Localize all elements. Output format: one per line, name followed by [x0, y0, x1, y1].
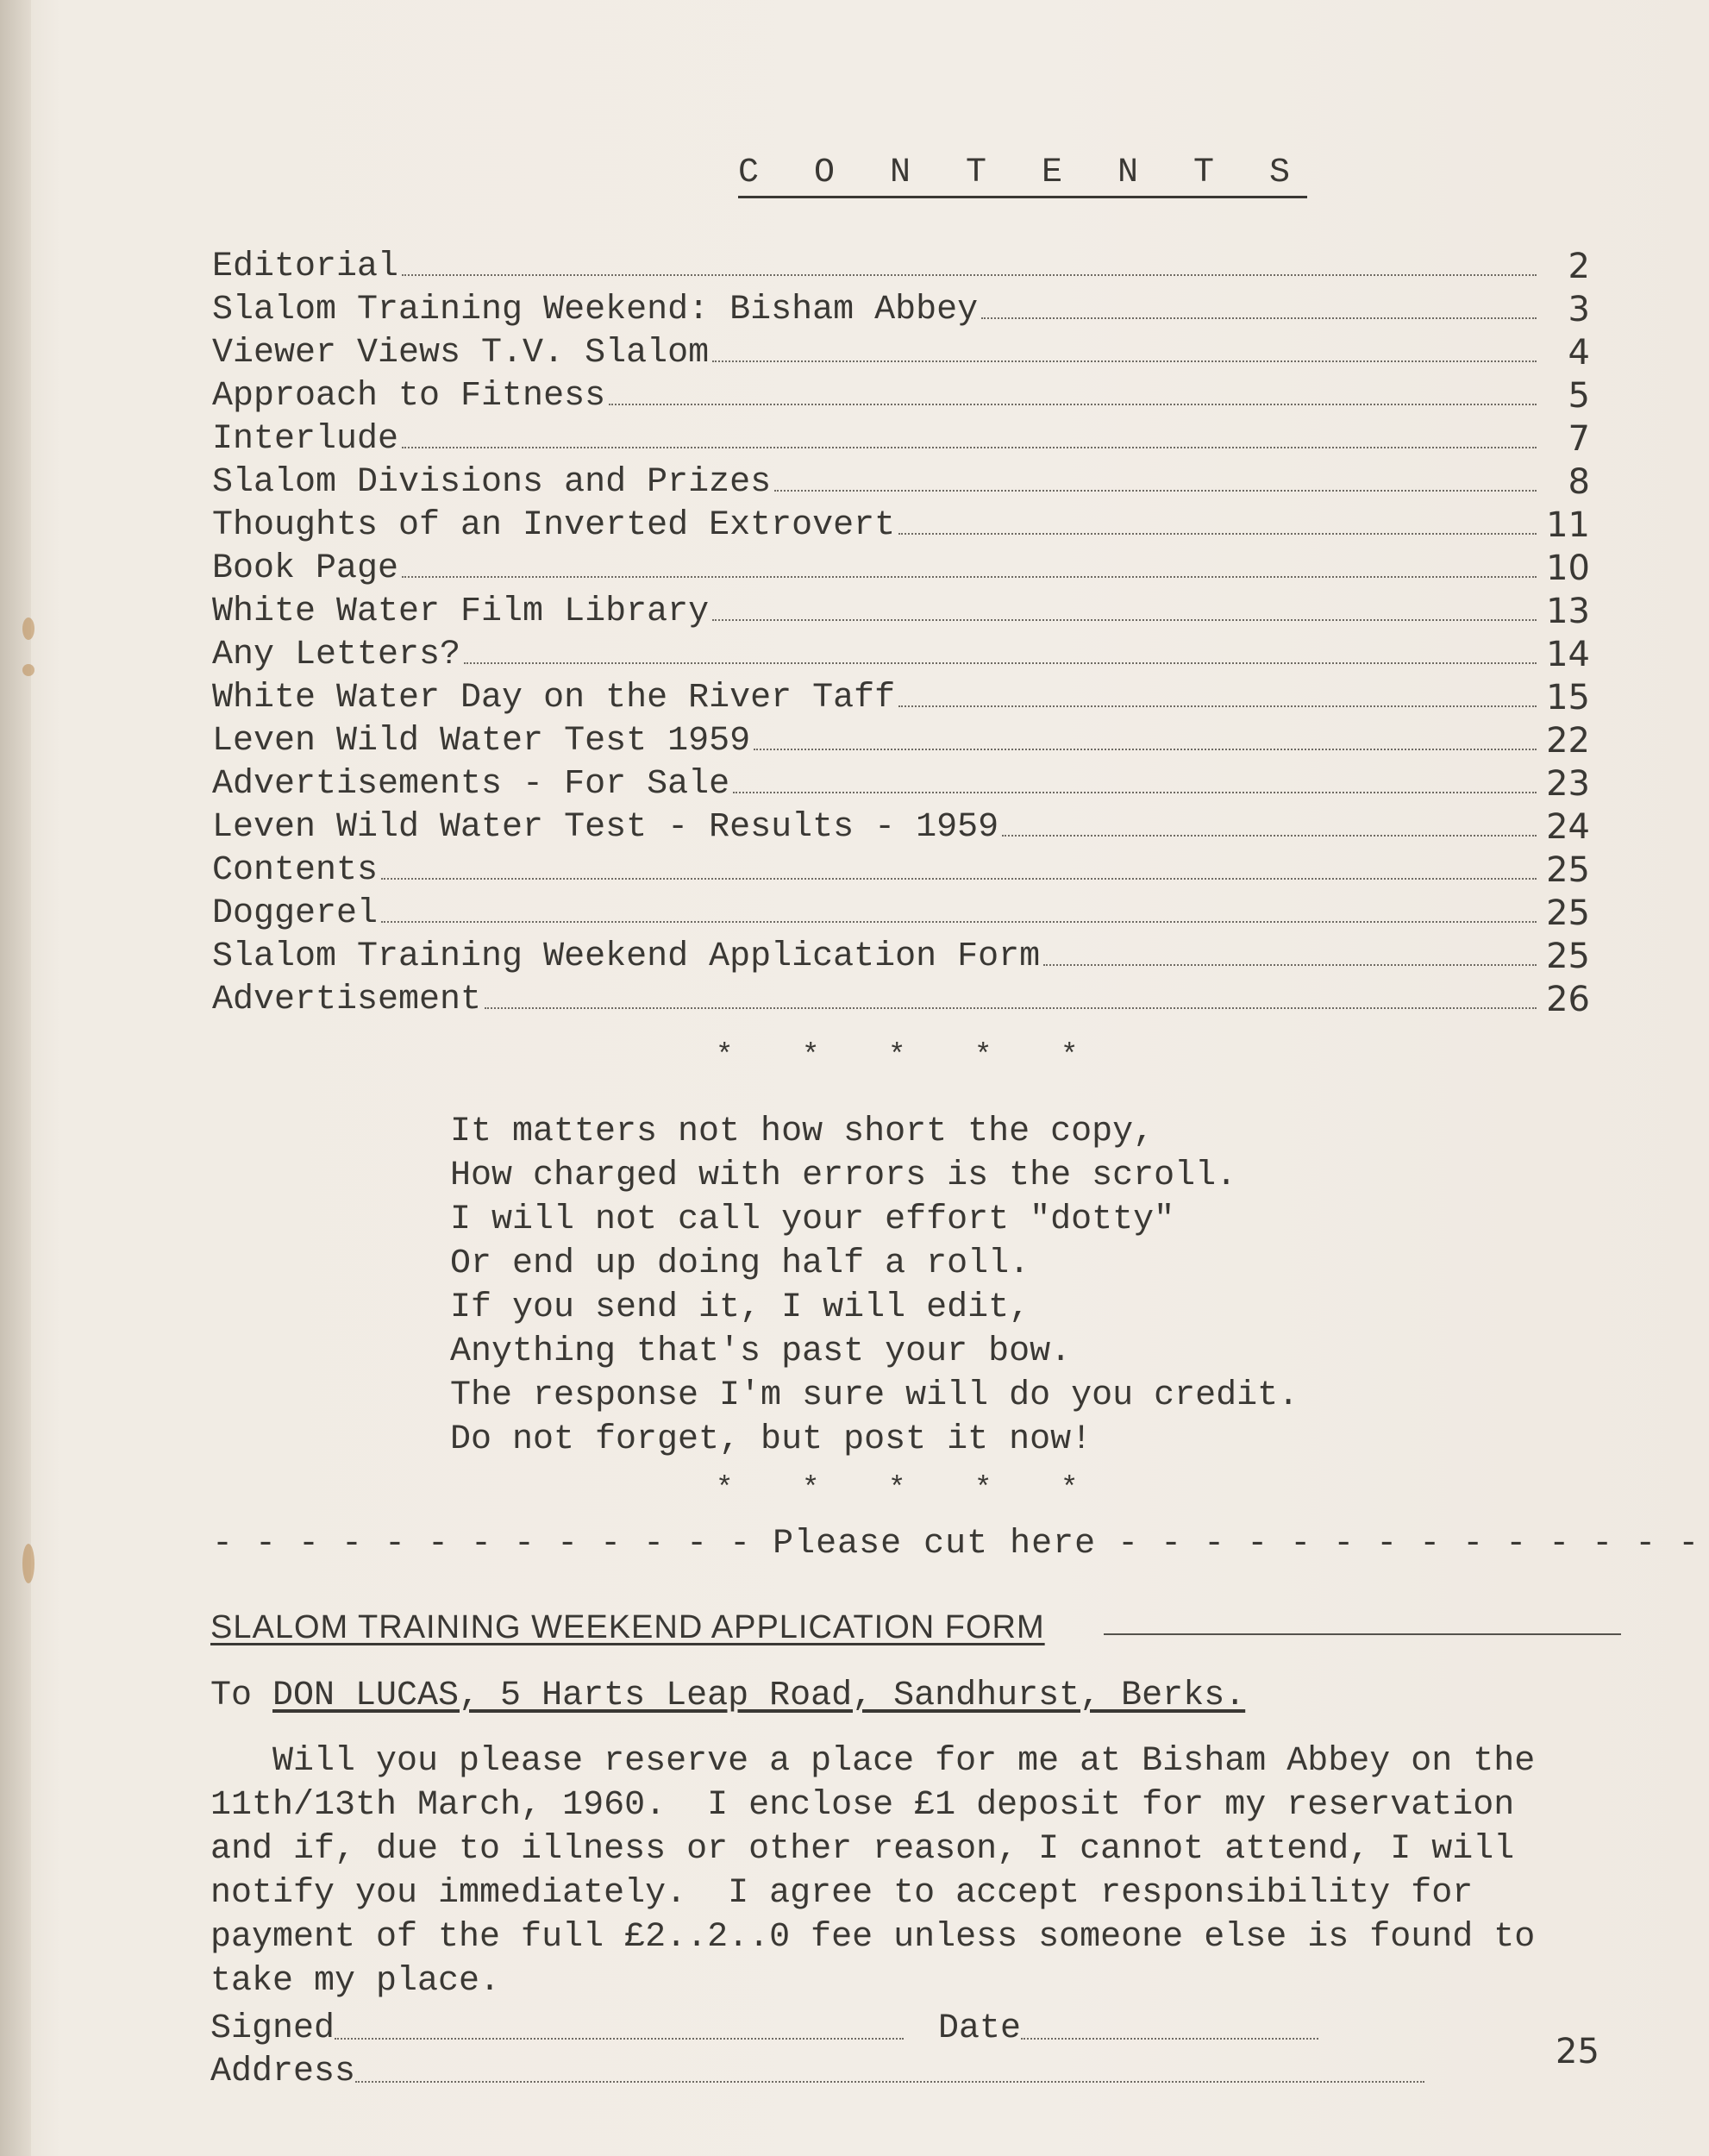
toc-page-number: 5: [1568, 376, 1590, 416]
toc-label: Leven Wild Water Test 1959: [212, 722, 751, 761]
toc-leader: [754, 749, 1537, 750]
toc-page-number: 25: [1546, 937, 1590, 976]
separator-stars-bottom: * * * * *: [716, 1473, 1079, 1506]
form-body-line: payment of the full £2..2..0 fee unless someone else is found to: [210, 1918, 1536, 1957]
form-body-line: notify you immediately. I agree to accept responsibility for: [210, 1874, 1474, 1913]
signed-label: Signed: [210, 2009, 335, 2048]
toc-row: [212, 545, 1590, 588]
toc-page-number: 7: [1568, 419, 1590, 459]
toc-leader: [898, 533, 1537, 535]
toc-page-number: 25: [1546, 850, 1590, 890]
toc-leader: [1043, 964, 1537, 966]
toc-leader: [733, 792, 1537, 793]
toc-row: [212, 718, 1590, 761]
date-field[interactable]: [1021, 2038, 1318, 2040]
poem-line: Or end up doing half a roll.: [450, 1244, 1030, 1283]
toc-label: White Water Day on the River Taff: [212, 679, 896, 718]
toc-row: [212, 416, 1590, 459]
signature-row: [210, 2009, 1318, 2048]
toc-row: [212, 674, 1590, 718]
toc-leader: [381, 878, 1537, 880]
form-body: [210, 1742, 1633, 2006]
binding-spine: [0, 0, 31, 2156]
signed-field[interactable]: [335, 2038, 904, 2040]
toc-row: [212, 373, 1590, 416]
toc-leader: [402, 576, 1537, 578]
poem-line: It matters not how short the copy,: [450, 1112, 1155, 1151]
toc-label: Editorial: [212, 248, 399, 286]
toc-label: Leven Wild Water Test - Results - 1959: [212, 808, 999, 847]
toc-row: [212, 890, 1590, 933]
toc-row: [212, 459, 1590, 502]
form-title: SLALOM TRAINING WEEKEND APPLICATION FORM: [210, 1609, 1045, 1645]
toc-page-number: 22: [1546, 721, 1590, 761]
toc-label: Slalom Divisions and Prizes: [212, 463, 772, 502]
toc-leader: [1002, 835, 1537, 837]
toc-page-number: 23: [1546, 764, 1590, 804]
toc-label: Any Letters?: [212, 636, 461, 674]
toc-leader: [464, 662, 1537, 664]
toc-leader: [981, 317, 1537, 319]
page-title: C O N T E N T S: [738, 154, 1307, 198]
form-recipient: [210, 1677, 1245, 1715]
toc-leader: [774, 490, 1537, 492]
poem-line: How charged with errors is the scroll.: [450, 1156, 1237, 1195]
toc-page-number: 4: [1568, 333, 1590, 373]
form-body-line: and if, due to illness or other reason, I cannot attend, I will: [210, 1830, 1515, 1869]
toc-label: Interlude: [212, 420, 399, 459]
toc-row: [212, 976, 1590, 1019]
toc-row: [212, 631, 1590, 674]
toc-label: Advertisement: [212, 981, 482, 1019]
stain-mark: [22, 617, 34, 640]
toc-leader: [485, 1007, 1537, 1009]
toc-page-number: 13: [1546, 592, 1590, 631]
address-row: [210, 2053, 1424, 2091]
toc-row: [212, 243, 1590, 286]
toc-page-number: 2: [1568, 247, 1590, 286]
toc-row: [212, 847, 1590, 890]
toc-leader: [712, 360, 1537, 362]
toc-label: Thoughts of an Inverted Extrovert: [212, 506, 896, 545]
toc-leader: [402, 447, 1537, 448]
cut-line: - - - - - - - - - - - - - Please cut here - - - - - - - - - - - - - -: [212, 1525, 1700, 1564]
separator-stars-top: * * * * *: [716, 1040, 1079, 1073]
table-of-contents: [212, 243, 1590, 1019]
toc-row: [212, 933, 1590, 976]
toc-page-number: 14: [1546, 635, 1590, 674]
toc-label: Doggerel: [212, 894, 379, 933]
toc-label: White Water Film Library: [212, 592, 710, 631]
toc-label: Advertisements - For Sale: [212, 765, 730, 804]
recipient-prefix: To: [210, 1677, 273, 1715]
stain-mark: [22, 664, 34, 676]
toc-label: Approach to Fitness: [212, 377, 606, 416]
toc-row: [212, 588, 1590, 631]
toc-leader: [381, 921, 1537, 923]
toc-row: [212, 286, 1590, 329]
toc-page-number: 10: [1546, 548, 1590, 588]
recipient-address: DON LUCAS, 5 Harts Leap Road, Sandhurst, Berks.: [272, 1677, 1246, 1715]
toc-leader: [402, 274, 1537, 276]
poem-line: I will not call your effort "dotty": [450, 1200, 1175, 1239]
form-title-rule: [1104, 1633, 1621, 1635]
toc-page-number: 11: [1546, 505, 1590, 545]
stain-mark: [22, 1544, 34, 1583]
address-field[interactable]: [355, 2081, 1424, 2083]
poem-line: The response I'm sure will do you credit.: [450, 1376, 1299, 1415]
toc-leader: [712, 619, 1537, 621]
toc-label: Book Page: [212, 549, 399, 588]
toc-leader: [898, 705, 1537, 707]
toc-row: [212, 804, 1590, 847]
toc-label: Contents: [212, 851, 379, 890]
toc-page-number: 15: [1546, 678, 1590, 718]
form-body-line: 11th/13th March, 1960. I enclose £1 deposit for my reservation: [210, 1786, 1515, 1825]
page-number: 25: [1556, 2032, 1599, 2071]
poem-line: Do not forget, but post it now!: [450, 1420, 1092, 1459]
date-label: Date: [938, 2009, 1022, 2048]
form-body-line: take my place.: [210, 1962, 501, 2001]
toc-page-number: 25: [1546, 893, 1590, 933]
poem-line: Anything that's past your bow.: [450, 1332, 1072, 1371]
form-body-line: Will you please reserve a place for me at Bisham Abbey on the: [210, 1742, 1536, 1781]
toc-row: [212, 761, 1590, 804]
toc-leader: [609, 404, 1537, 405]
toc-page-number: 3: [1568, 290, 1590, 329]
toc-page-number: 24: [1546, 807, 1590, 847]
address-label: Address: [210, 2053, 356, 2091]
poem: [450, 1112, 1299, 1464]
poem-line: If you send it, I will edit,: [450, 1288, 1030, 1327]
toc-page-number: 26: [1546, 980, 1590, 1019]
toc-row: [212, 502, 1590, 545]
toc-label: Viewer Views T.V. Slalom: [212, 334, 710, 373]
toc-label: Slalom Training Weekend Application Form: [212, 937, 1041, 976]
toc-row: [212, 329, 1590, 373]
toc-page-number: 8: [1568, 462, 1590, 502]
toc-label: Slalom Training Weekend: Bisham Abbey: [212, 291, 979, 329]
